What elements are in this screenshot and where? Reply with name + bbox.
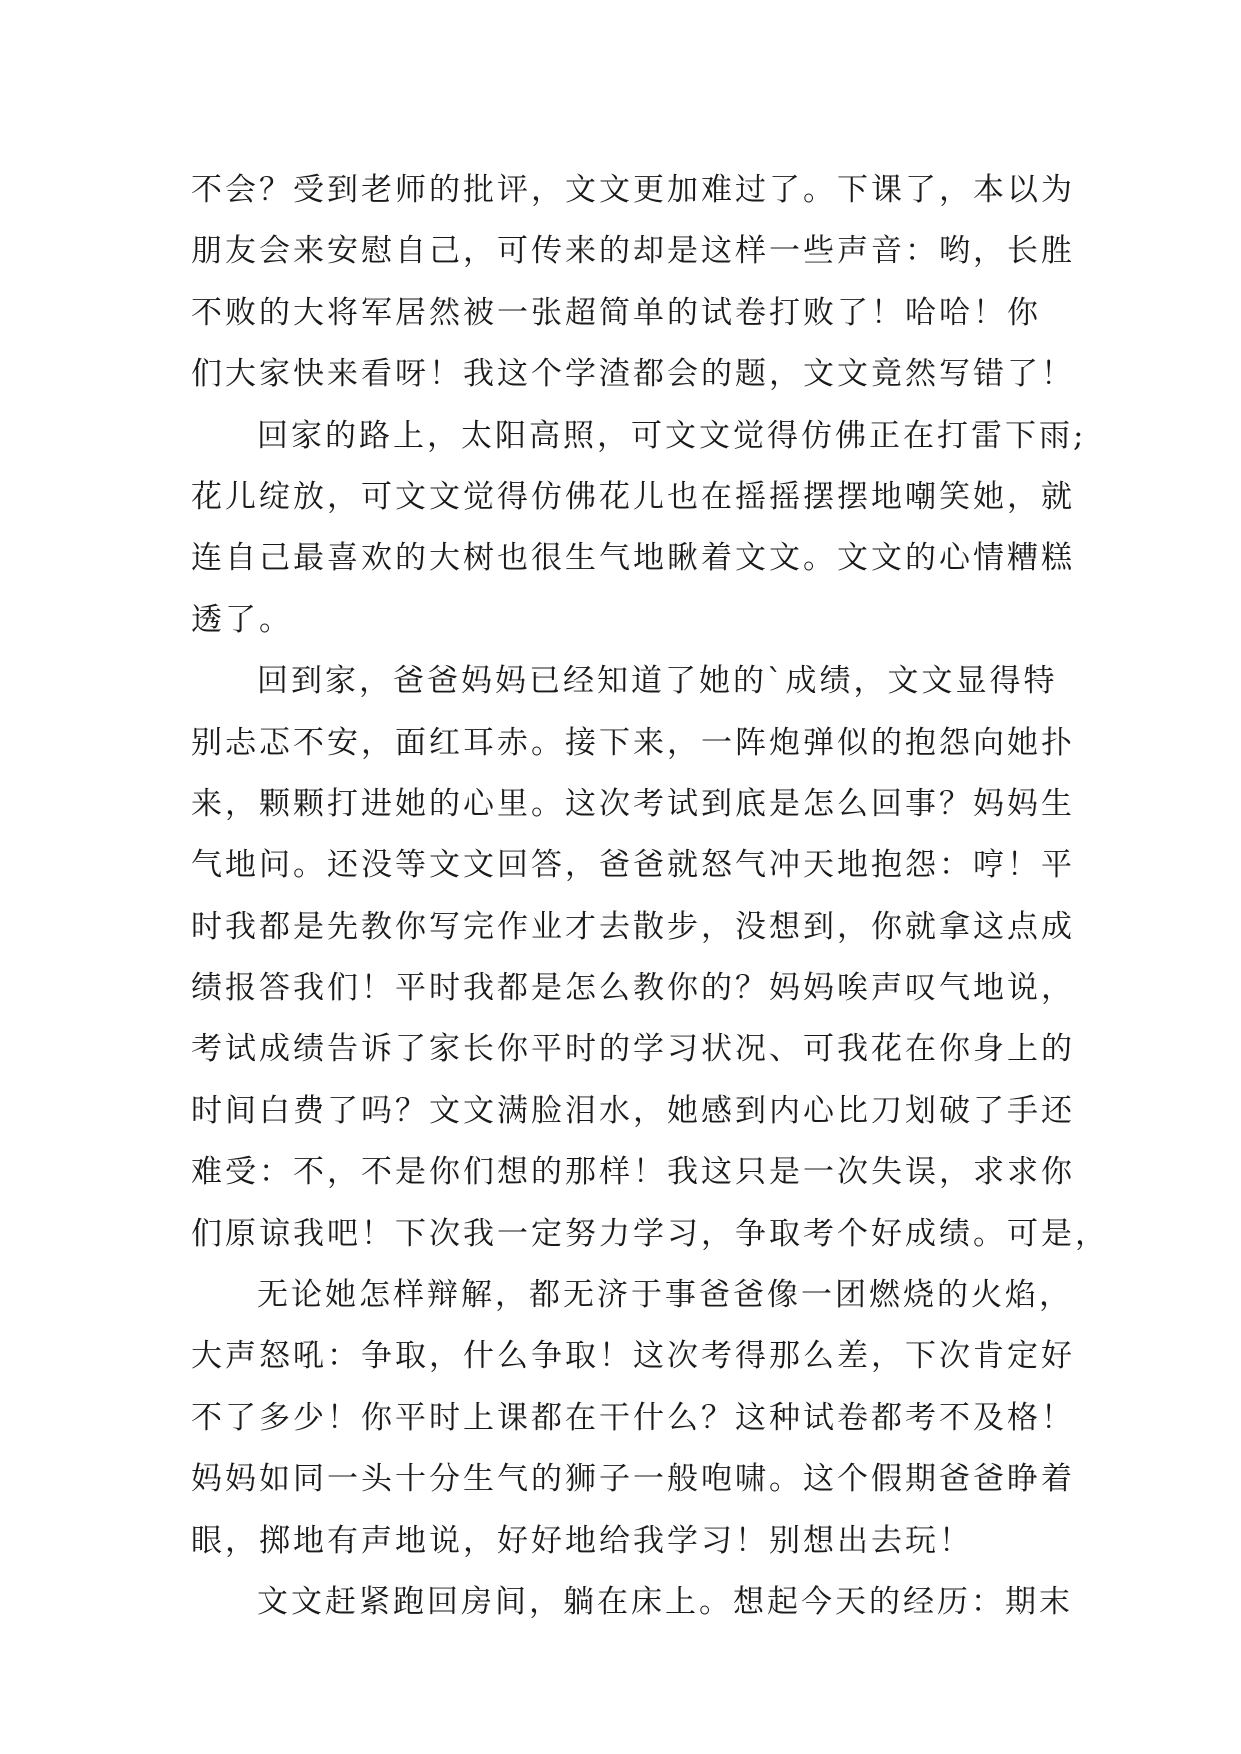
text-line: 们大家快来看呀！我这个学渣都会的题，文文竟然写错了！: [191, 356, 1075, 393]
text-line: 绩报答我们！平时我都是怎么教你的？妈妈唉声叹气地说，: [191, 970, 1075, 1007]
text-line: 花儿绽放，可文文觉得仿佛花儿也在摇摇摆摆地嘲笑她，就: [191, 478, 1075, 515]
text-line: 时间白费了吗？文文满脸泪水，她感到内心比刀划破了手还: [191, 1092, 1075, 1129]
paragraph-first-line: 无论她怎样辩解，都无济于事爸爸像一团燃烧的火焰，: [257, 1277, 1073, 1314]
paragraph-first-line: 回到家，爸爸妈妈已经知道了她的`成绩，文文显得特: [257, 663, 1058, 700]
paragraph-first-line: 回家的路上，太阳高照，可文文觉得仿佛正在打雷下雨;: [257, 417, 1087, 454]
text-line: 不会？受到老师的批评，文文更加难过了。下课了，本以为: [191, 172, 1075, 208]
text-line: 不了多少！你平时上课都在干什么？这种试卷都考不及格！: [191, 1399, 1075, 1436]
text-line: 来，颗颗打进她的心里。这次考试到底是怎么回事？妈妈生: [191, 785, 1075, 822]
text-line: 气地问。还没等文文回答，爸爸就怒气冲天地抱怨：哼！平: [191, 847, 1075, 884]
text-line: 难受：不，不是你们想的那样！我这只是一次失误，求求你: [191, 1154, 1075, 1191]
body-text: [191, 160, 1109, 1633]
text-line: 时我都是先教你写完作业才去散步，没想到，你就拿这点成: [191, 908, 1075, 945]
text-line: 眼，掷地有声地说，好好地给我学习！别想出去玩！: [191, 1522, 973, 1559]
text-line: 透了。: [191, 601, 293, 638]
text-line: 连自己最喜欢的大树也很生气地瞅着文文。文文的心情糟糕: [191, 540, 1075, 577]
text-line: 朋友会来安慰自己，可传来的却是这样一些声音：哟，长胜: [191, 233, 1075, 270]
paragraph-first-line: 文文赶紧跑回房间，躺在床上。想起今天的经历：期末: [257, 1583, 1073, 1620]
text-line: 大声怒吼：争取，什么争取！这次考得那么差，下次肯定好: [191, 1338, 1075, 1375]
text-line: 不败的大将军居然被一张超简单的试卷打败了！哈哈！你: [191, 294, 1041, 331]
text-line: 妈妈如同一头十分生气的狮子一般咆啸。这个假期爸爸睁着: [191, 1461, 1075, 1498]
text-line: 别忐忑不安，面红耳赤。接下来，一阵炮弹似的抱怨向她扑: [191, 724, 1075, 761]
text-line: 考试成绩告诉了家长你平时的学习状况、可我花在你身上的: [191, 1031, 1075, 1068]
text-line: 们原谅我吧！下次我一定努力学习，争取考个好成绩。可是，: [191, 1215, 1109, 1252]
